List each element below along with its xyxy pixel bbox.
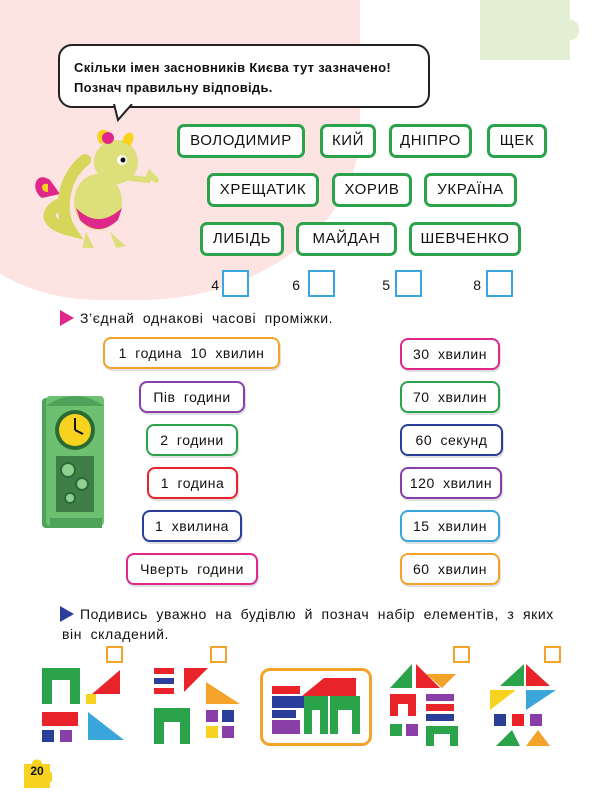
answer-checkbox[interactable] (222, 270, 249, 297)
answer-number: 8 (473, 277, 481, 293)
section-title: З’єднай однакові часові проміжки. (80, 310, 334, 326)
answer-number: 4 (211, 277, 219, 293)
answer-checkbox[interactable] (395, 270, 422, 297)
element-set-5 (486, 660, 576, 750)
dragon-character-illustration (30, 120, 160, 260)
time-option-left[interactable]: 1 година (147, 467, 238, 499)
time-option-right[interactable]: 120 хвилин (400, 467, 502, 499)
time-option-right[interactable]: 70 хвилин (400, 381, 500, 413)
word-option[interactable]: МАЙДАН (296, 222, 397, 256)
answer-checkbox[interactable] (486, 270, 513, 297)
puzzle-piece-decoration (470, 0, 580, 60)
word-option[interactable]: ЛИБІДЬ (200, 222, 284, 256)
answer-checkbox[interactable] (308, 270, 335, 297)
word-option[interactable]: КИЙ (320, 124, 376, 158)
time-option-right[interactable]: 60 секунд (400, 424, 503, 456)
time-option-left[interactable]: 1 хвилина (142, 510, 242, 542)
time-option-right[interactable]: 15 хвилин (400, 510, 500, 542)
time-option-left[interactable]: Чверть години (126, 553, 258, 585)
set-checkbox[interactable] (106, 646, 123, 663)
time-option-left[interactable]: Пів години (139, 381, 245, 413)
time-option-left[interactable]: 1 година 10 хвилин (103, 337, 280, 369)
question-line: Скільки імен засновників Києва тут зазначено! (74, 60, 392, 75)
section-marker-icon (60, 606, 74, 622)
question-line: Познач правильну відповідь. (74, 80, 273, 95)
element-set-4 (386, 660, 466, 750)
word-option[interactable]: ДНІПРО (389, 124, 472, 158)
page-number: 20 (30, 764, 44, 778)
word-option[interactable]: ШЕВЧЕНКО (409, 222, 521, 256)
section-title: він складений. (62, 626, 170, 642)
grandfather-clock-illustration (36, 392, 110, 532)
time-option-right[interactable]: 60 хвилин (400, 553, 500, 585)
answer-number: 6 (292, 277, 300, 293)
section-marker-icon (60, 310, 74, 326)
word-option[interactable]: ХРЕЩАТИК (207, 173, 319, 207)
time-option-left[interactable]: 2 години (146, 424, 238, 456)
answer-number: 5 (382, 277, 390, 293)
word-option[interactable]: УКРАЇНА (424, 173, 517, 207)
building-illustration (268, 674, 364, 738)
element-set-2 (150, 664, 250, 746)
word-option[interactable]: ХОРИВ (332, 173, 412, 207)
section-title: Подивись уважно на будівлю й познач набір елементів, з яких (80, 606, 554, 622)
word-option[interactable]: ВОЛОДИМИР (177, 124, 305, 158)
element-set-1 (40, 664, 130, 744)
word-option[interactable]: ЩЕК (487, 124, 547, 158)
set-checkbox[interactable] (210, 646, 227, 663)
question-bubble (58, 44, 430, 108)
time-option-right[interactable]: 30 хвилин (400, 338, 500, 370)
